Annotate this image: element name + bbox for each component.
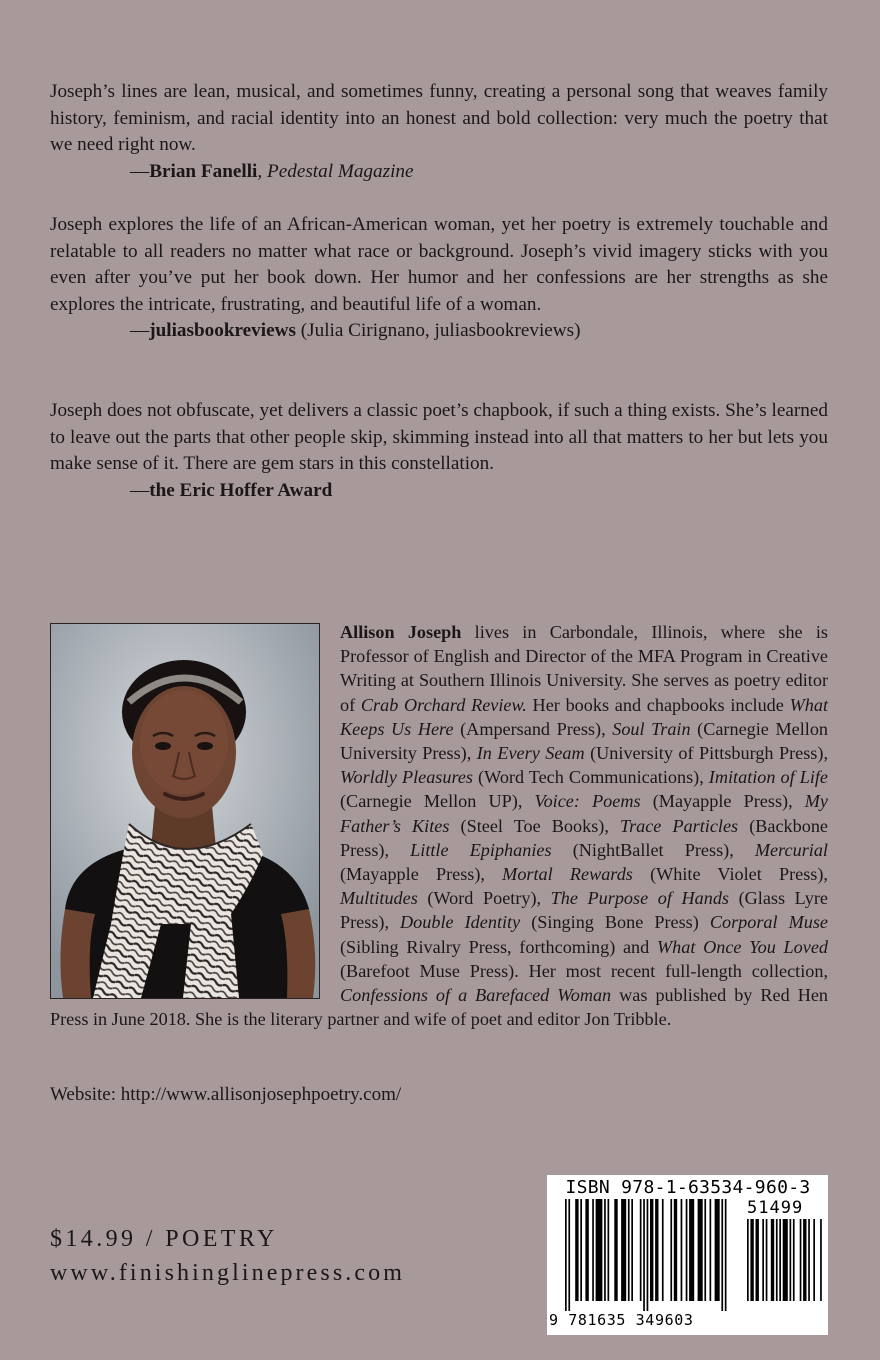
bio-title: What Keeps Us Here: [340, 694, 829, 739]
author-name: Allison Joseph: [340, 622, 462, 642]
bio-title: Voice: Poems: [534, 791, 641, 812]
bio-title: Little Epiphanies: [410, 839, 552, 860]
bio-text: (Mayapple Press),: [640, 791, 805, 812]
bio-text: (Word Tech Communications),: [473, 767, 709, 788]
author-bio: [50, 620, 828, 1031]
bio-title: Confessions of a Barefaced Woman: [340, 985, 612, 1006]
attribution-separator: ,: [257, 160, 267, 182]
bio-text: (Carnegie Mellon University Press),: [340, 718, 829, 764]
bio-text: lives in Carbondale, Illinois, where she is Professor of English and Director of the MFA Program in Creative Writing at Southern Illinois University. She serves as poetry editor of: [340, 622, 829, 715]
attribution-dash: —: [130, 320, 150, 341]
quote-author: the Eric Hoffer Award: [149, 479, 333, 501]
quote-author: Brian Fanelli: [149, 160, 258, 182]
bio-title: The Purpose of Hands: [550, 888, 729, 909]
quote-source: (Julia Cirignano, juliasbookreviews): [295, 320, 581, 341]
bio-title: Mortal Rewards: [502, 864, 633, 885]
bio-title: In Every Seam: [476, 743, 585, 764]
bio-title: Worldly Pleasures: [340, 767, 474, 788]
isbn-digits: 9 781635 349603: [549, 1311, 694, 1329]
price-code: 51499: [747, 1198, 804, 1218]
bio-title: My Father’s Kites: [340, 791, 828, 836]
price-addon-bars: [747, 1219, 825, 1311]
bio-text: (Barefoot Muse Press). Her most recent full-length collection,: [340, 960, 828, 981]
quote-attribution: [50, 159, 828, 186]
quote-attribution: [50, 478, 828, 505]
bio-title: Trace Particles: [619, 815, 739, 836]
attribution-dash: —: [130, 160, 150, 182]
author-website: Website: http://www.allisonjosephpoetry.com/: [50, 1084, 402, 1105]
bio-title: Corporal Muse: [709, 912, 829, 933]
quote-attribution: [50, 318, 828, 345]
bio-text: (Glass Lyre Press),: [340, 888, 828, 933]
bio-title: Mercurial: [754, 839, 828, 860]
bio-title: Double Identity: [400, 912, 521, 933]
quote-author: juliasbookreviews: [149, 320, 296, 341]
quote-source: Pedestal Magazine: [266, 160, 414, 182]
review-quote-2: [50, 212, 828, 345]
bio-text: (University of Pittsburgh Press),: [584, 743, 828, 764]
quote-text: Joseph explores the life of an African-American woman, yet her poetry is extremely touchable and relatable to all readers no matter what race or background. Joseph’s vivid imagery sticks with you even after you’ve put her book down. Her humor and her confessions are her strengths as she explores the intricate, frustrating, and beautiful life of a woman.: [50, 214, 828, 315]
publisher-url: www.finishinglinepress.com: [50, 1260, 406, 1286]
bio-text: (White Violet Press),: [632, 864, 828, 885]
attribution-dash: —: [130, 479, 150, 501]
bio-text: (Singing Bone Press): [520, 912, 710, 933]
bio-text: (Mayapple Press),: [340, 864, 503, 885]
bio-text: Her books and chapbooks include: [526, 694, 790, 715]
quote-text: Joseph’s lines are lean, musical, and sometimes funny, creating a personal song that weaves family history, feminism, and racial identity into an honest and bold collection: very much the poetry that we need right now.: [50, 81, 828, 155]
bio-text: (Word Poetry),: [417, 888, 551, 909]
bio-text: (Carnegie Mellon UP),: [340, 791, 535, 812]
bio-text: (NightBallet Press),: [551, 839, 755, 860]
review-quote-3: [50, 398, 828, 504]
quote-text: Joseph does not obfuscate, yet delivers a classic poet’s chapbook, if such a thing exists. She’s learned to leave out the parts that other people skip, skimming instead into all that matters to her but lets you make sense of it. There are gem stars in this constellation.: [50, 400, 828, 474]
bio-title: Multitudes: [340, 888, 418, 909]
price-category: $14.99 / POETRY: [50, 1226, 278, 1252]
bio-text: (Sibling Rivalry Press, forthcoming) and: [340, 936, 657, 957]
review-quote-1: [50, 79, 828, 185]
bio-title: Imitation of Life: [708, 767, 828, 788]
bio-title: Crab Orchard Review.: [360, 694, 527, 715]
bio-text: (Backbone Press),: [340, 815, 828, 860]
bio-text: (Steel Toe Books),: [449, 815, 620, 836]
bio-title: Soul Train: [612, 718, 691, 739]
bio-text: (Ampersand Press),: [453, 718, 613, 739]
isbn-label: ISBN 978-1-63534-960-3: [565, 1177, 811, 1198]
bio-title: What Once You Loved: [656, 936, 829, 957]
ean13-bars: [565, 1199, 743, 1311]
bio-text: was published by Red Hen Press in June 2018. She is the literary partner and wife of poet and editor Jon Tribble.: [50, 985, 828, 1030]
isbn-barcode: [547, 1175, 828, 1335]
photo-spacer: [50, 620, 340, 1006]
